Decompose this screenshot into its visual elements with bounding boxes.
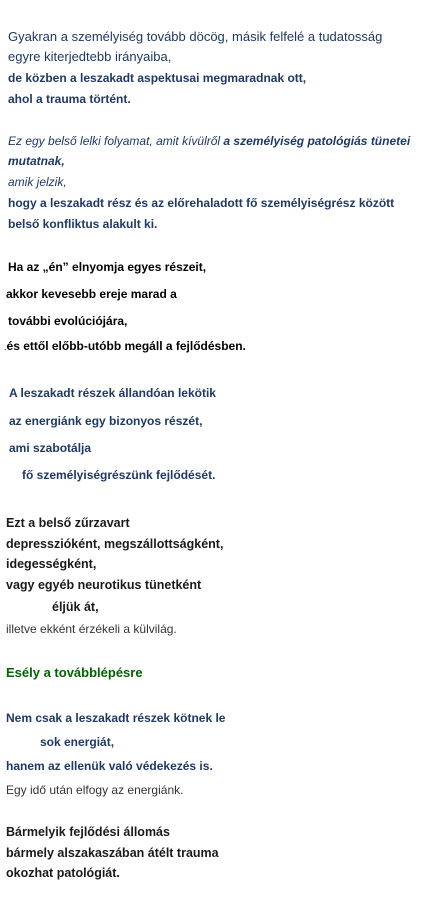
p6-line-3: hanem az ellenük való védekezés is.	[6, 759, 213, 773]
p5-line-5: éljük át,	[52, 600, 99, 614]
p5-line-2: depresszióként, megszállottságként,	[6, 537, 224, 551]
p2-line-2: mutatnak,	[8, 154, 65, 168]
p1-line-4: ahol a trauma történt.	[8, 92, 131, 106]
p4-line-2: az energiánk egy bizonyos részét,	[9, 414, 203, 428]
p5-line-3: idegességként,	[6, 557, 97, 571]
p2-line-1-emphasis: a személyiség patológiás tünetei	[223, 134, 411, 148]
section-heading: Esély a továbblépésre	[6, 665, 143, 680]
p5-line-4: vagy egyéb neurotikus tünetként	[6, 578, 202, 592]
p3-line-4-text: és ettől előbb-utóbb megáll a fejlődésben.	[6, 339, 246, 353]
p1-line-1: Gyakran a személyiség tovább döcög, másik felfelé a tudatosság	[8, 29, 383, 44]
p2-line-5: belső konfliktus alakult ki.	[8, 217, 158, 231]
p1-line-3: de közben a leszakadt aspektusai megmaradnak ott,	[8, 71, 307, 85]
p4-line-4: fő személyiségrészünk fejlődését.	[22, 468, 216, 482]
p5-line-6: illetve ekként érzékeli a külvilág.	[6, 622, 177, 636]
p2-line-1-regular: Ez egy belső lelki folyamat, amit kívülről	[8, 134, 224, 148]
p2-line-1	[8, 134, 410, 148]
p5-line-1: Ezt a belső zűrzavart	[6, 516, 130, 530]
p2-line-3: amik jelzik,	[8, 175, 67, 189]
p3-line-3: további evolúciójára,	[8, 314, 128, 328]
p7-line-1: Bármelyik fejlődési állomás	[6, 825, 170, 839]
p3-line-2: akkor kevesebb ereje marad a	[6, 287, 177, 301]
p4-line-1: A leszakadt részek állandóan lekötik	[9, 386, 216, 400]
p4-line-3: ami szabotálja	[9, 441, 92, 455]
p3-line-4-prefix: .	[4, 342, 7, 352]
p7-line-2: bármely alszakaszában átélt trauma	[6, 846, 219, 860]
p6-line-4: Egy idő után elfogy az energiánk.	[6, 783, 184, 797]
p3-line-1: Ha az „én” elnyomja egyes részeit,	[8, 260, 207, 274]
p7-line-3: okozhat patológiát.	[6, 866, 120, 880]
p6-line-1: Nem csak a leszakadt részek kötnek le	[6, 711, 226, 725]
p2-line-4: hogy a leszakadt rész és az előrehaladott fő személyiségrész között	[8, 196, 395, 210]
p1-line-2: egyre kiterjedtebb irányaiba,	[8, 49, 172, 64]
p6-line-2: sok energiát,	[40, 735, 115, 749]
p3-line-4	[4, 339, 246, 353]
